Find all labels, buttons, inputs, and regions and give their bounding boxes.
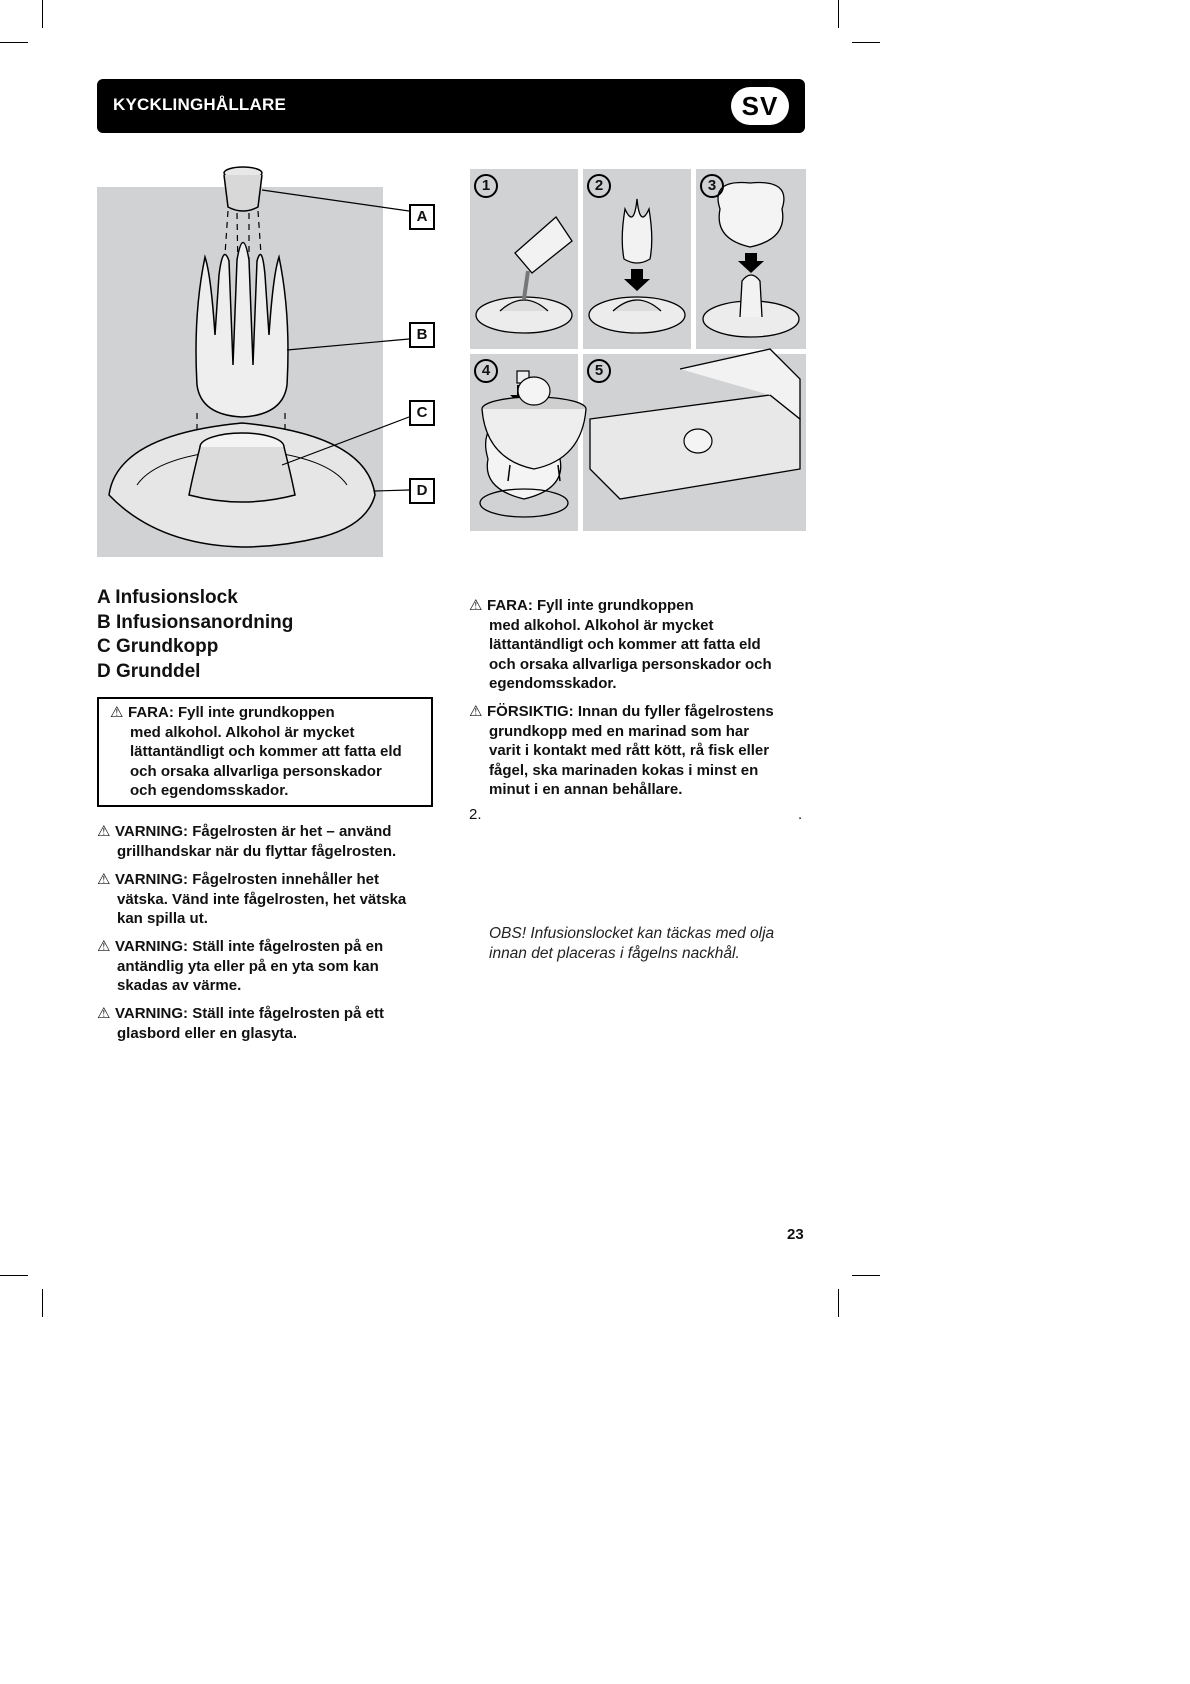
crop-mark [838, 0, 839, 28]
crop-mark [42, 1289, 43, 1317]
crop-mark [852, 1275, 880, 1276]
language-badge: SV [731, 87, 789, 125]
infuser-body [196, 243, 288, 418]
crop-mark [838, 1289, 839, 1317]
warning-triangle-icon: ⚠ [110, 704, 124, 721]
legend-item-d: D Grunddel [97, 660, 201, 682]
warning-triangle-icon: ⚠ [97, 823, 111, 840]
crop-mark [42, 0, 43, 28]
steps-drawing [470, 169, 806, 531]
note-line-1: OBS! Infusionslocket kan täckas med olja [489, 925, 775, 942]
warning-triangle-icon: ⚠ [97, 871, 111, 888]
parts-drawing [97, 165, 437, 565]
step-number-1: 1 [474, 174, 498, 198]
warning-triangle-icon: ⚠ [97, 938, 111, 955]
warning-triangle-icon: ⚠ [469, 703, 483, 720]
part-label-b: B [409, 322, 435, 348]
base-cup [189, 447, 295, 502]
caution-right: ⚠ FÖRSIKTIG: Innan du fyller fågelrostens grundkopp med en marinad som har varit i kontakt med rått kött, rå fisk eller fågel, ska marinaden kokas i minst en minut i en annan behållare. [469, 703, 774, 798]
section-header [97, 79, 805, 133]
warning-glass: ⚠ VARNING: Ställ inte fågelrosten på ett glasbord eller en glasyta. [97, 1005, 384, 1042]
danger-right: ⚠ FARA: Fyll inte grundkoppen med alkohol. Alkohol är mycket lättantändligt och kommer att fatta eld och orsaka allvarliga personskador och egendomsskador. [469, 597, 772, 692]
step-number-3: 3 [700, 174, 724, 198]
crop-mark [852, 42, 880, 43]
warning-triangle-icon: ⚠ [469, 597, 483, 614]
warning-surface: ⚠ VARNING: Ställ inte fågelrosten på en antändlig yta eller på en yta som kan skadas av värme. [97, 938, 384, 994]
part-label-c: C [409, 400, 435, 426]
section-title: KYCKLINGHÅLLARE [113, 95, 286, 114]
step-number-4: 4 [474, 359, 498, 383]
step-2-end-dot: . [798, 806, 803, 823]
lid-body [224, 175, 262, 211]
page-number: 23 [787, 1226, 804, 1243]
legend-item-a: A Infusionslock [97, 587, 238, 608]
danger-box-text: ⚠ FARA: Fyll inte grundkoppen med alkohol. Alkohol är mycket lättantändligt och kommer att fatta eld och orsaka allvarliga personskador och egendomsskador. [110, 704, 402, 799]
part-label-d: D [409, 478, 435, 504]
note-line-2: innan det placeras i fågelns nackhål. [489, 945, 740, 962]
obs-note [489, 924, 774, 964]
legend-item-c: C Grundkopp [97, 636, 219, 657]
crop-mark [0, 1275, 28, 1276]
step-2-marker: 2. [469, 806, 482, 823]
warning-triangle-icon: ⚠ [97, 1005, 111, 1022]
crop-mark [0, 42, 28, 43]
step-number-5: 5 [587, 359, 611, 383]
parts-legend [97, 586, 293, 684]
step-number-2: 2 [587, 174, 611, 198]
part-label-a: A [409, 204, 435, 230]
legend-item-b: B Infusionsanordning [97, 611, 294, 633]
warning-liquid: ⚠ VARNING: Fågelrosten innehåller het vätska. Vänd inte fågelrosten, het vätska kan spilla ut. [97, 871, 407, 927]
warning-hot: ⚠ VARNING: Fågelrosten är het – använd grillhandskar när du flyttar fågelrosten. [97, 823, 397, 860]
